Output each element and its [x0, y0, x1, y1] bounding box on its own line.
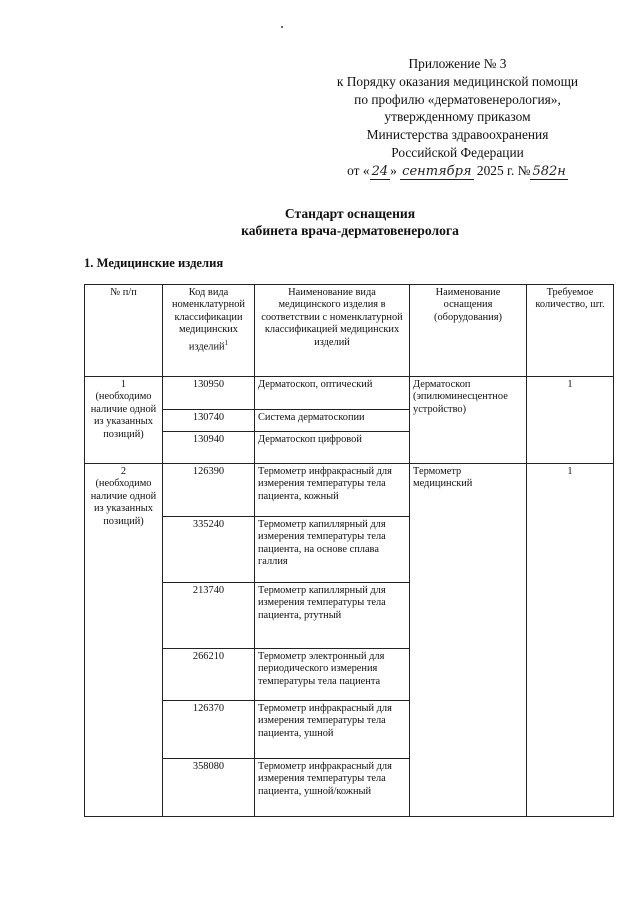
table-row — [85, 377, 614, 410]
header-line-6: Российской Федерации — [391, 144, 524, 160]
item-code: 335240 — [163, 517, 255, 583]
group-number: 1 — [120, 379, 127, 390]
order-date-line — [320, 162, 595, 181]
date-mid: » — [390, 162, 397, 178]
item-code: 213740 — [163, 583, 255, 649]
item-name: Термометр капиллярный для измерения температуры тела пациента, на основе сплава галлия — [255, 517, 410, 583]
table-header-row — [85, 285, 614, 377]
header-qty: Требуемое количество, шт. — [527, 285, 614, 377]
item-name: Дерматоскоп, оптический — [255, 377, 410, 410]
title-line-1: Стандарт оснащения — [284, 206, 416, 221]
title-line-2: кабинета врача-дерматовенеролога — [241, 222, 459, 238]
header-name: Наименование вида медицинского изделия в соответствии с номенклатурной классификацией медицинских изделий — [255, 285, 410, 377]
item-name: Термометр капиллярный для измерения температуры тела пациента, ртутный — [255, 583, 410, 649]
item-code: 130940 — [163, 432, 255, 464]
item-name: Термометр электронный для периодического измерения температуры тела пациента — [255, 649, 410, 701]
item-name: Термометр инфракрасный для измерения температуры тела пациента, кожный — [255, 464, 410, 517]
item-code: 126390 — [163, 464, 255, 517]
header-code-footnote: 1 — [224, 338, 229, 347]
header-line-2: к Порядку оказания медицинской помощи — [336, 73, 579, 89]
group-note: (необходимо наличие одной из указанных позиций) — [90, 478, 157, 527]
item-name: Термометр инфракрасный для измерения температуры тела пациента, ушной — [255, 701, 410, 759]
item-code: 266210 — [163, 649, 255, 701]
date-month-handwritten: сентября — [402, 163, 472, 179]
section-heading: 1. Медицинские изделия — [84, 256, 224, 270]
date-prefix: от « — [347, 162, 370, 178]
item-name: Дерматоскоп цифровой — [255, 432, 410, 464]
header-line-4: утвержденному приказом — [384, 109, 531, 125]
group-qty: 1 — [527, 377, 614, 464]
item-code: 130740 — [163, 410, 255, 432]
order-number-handwritten: 582н — [532, 163, 566, 179]
equipment-table — [84, 284, 614, 817]
group-qty: 1 — [527, 464, 614, 817]
item-code: 358080 — [163, 759, 255, 817]
table-row — [85, 464, 614, 517]
date-day-handwritten: 24 — [371, 163, 389, 179]
header-line-5: Министерства здравоохранения — [366, 127, 549, 143]
item-code: 130950 — [163, 377, 255, 410]
item-code: 126370 — [163, 701, 255, 759]
group-number: 2 — [120, 466, 127, 477]
appendix-header — [320, 55, 595, 181]
item-name: Термометр инфракрасный для измерения температуры тела пациента, ушной/кожный — [255, 759, 410, 817]
document-title — [170, 206, 530, 239]
header-line-3: по профилю «дерматовенерология», — [354, 91, 561, 107]
date-year: 2025 г. № — [476, 162, 531, 178]
header-code-text: Код вида номенклатурной классификации медицинских изделий — [172, 287, 245, 353]
header-line-1: Приложение № 3 — [408, 56, 507, 71]
group-equipment: Дерматоскоп (эпилюминесцентное устройство) — [410, 377, 527, 464]
item-name: Система дерматоскопии — [255, 410, 410, 432]
header-code — [163, 285, 255, 377]
group-1-num-cell — [85, 377, 163, 464]
group-2-num-cell — [85, 464, 163, 817]
scan-mark — [281, 26, 283, 28]
header-equipment: Наименование оснащения (оборудования) — [410, 285, 527, 377]
group-equipment: Термометр медицинский — [410, 464, 527, 817]
header-num: № п/п — [85, 285, 163, 377]
group-note: (необходимо наличие одной из указанных позиций) — [90, 391, 157, 440]
